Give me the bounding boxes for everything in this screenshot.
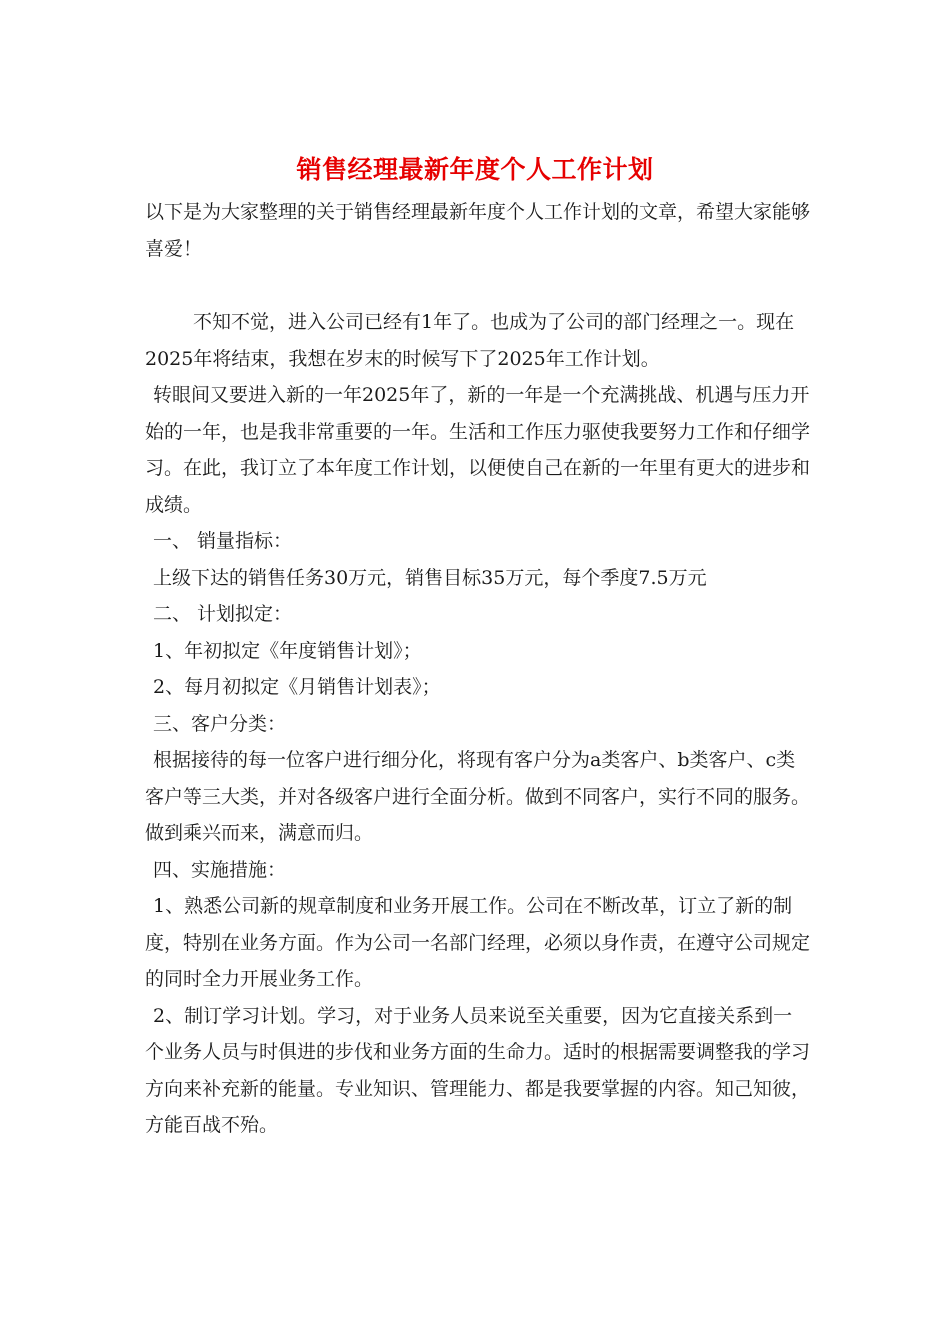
- paragraph-2: 转眼间又要进入新的一年2025年了，新的一年是一个充满挑战、机遇与压力开始的一年，也是我非常重要的一年。生活和工作压力驱使我要努力工作和仔细学习。在此，我订立了本年度工作计划，以便使自己在新的一年里有更大的进步和成绩。: [145, 384, 811, 516]
- section-3-text: 根据接待的每一位客户进行细分化，将现有客户分为a类客户、b类客户、c类客户等三大类，并对各级客户进行全面分析。做到不同客户，实行不同的服务。做到乘兴而来，满意而归。: [145, 749, 811, 844]
- section-2-item-1: 1、年初拟定《年度销售计划》；: [153, 639, 422, 662]
- document-title: 销售经理最新年度个人工作计划: [296, 155, 654, 184]
- section-heading-1: 一、 销量指标：: [153, 530, 293, 552]
- paragraph-1: 不知不觉，进入公司已经有1年了。也成为了公司的部门经理之一。现在2025年将结束，我想在岁末的时候写下了2025年工作计划。: [145, 311, 795, 370]
- section-4-item-2: 2、制订学习计划。学习，对于业务人员来说至关重要，因为它直接关系到一个业务人员与时俱进的步伐和业务方面的生命力。适时的根据需要调整我的学习方向来补充新的能量。专业知识、管理能力、都是我要掌握的内容。知己知彼，方能百战不殆。: [145, 1004, 811, 1136]
- section-1-text: 上级下达的销售任务30万元，销售目标35万元，每个季度7.5万元: [153, 566, 707, 589]
- section-heading-2: 二、 计划拟定：: [153, 603, 293, 625]
- intro-paragraph: 以下是为大家整理的关于销售经理最新年度个人工作计划的文章，希望大家能够喜爱！: [145, 201, 811, 260]
- section-4-item-1: 1、熟悉公司新的规章制度和业务开展工作。公司在不断改革，订立了新的制度，特别在业务方面。作为公司一名部门经理，必须以身作责，在遵守公司规定的同时全力开展业务工作。: [145, 895, 811, 990]
- paragraph-gap: [145, 267, 810, 304]
- document-body: [145, 194, 810, 1144]
- section-2-item-2: 2、每月初拟定《月销售计划表》；: [153, 676, 441, 698]
- section-heading-3: 三、客户分类：: [153, 712, 287, 735]
- section-heading-4: 四、实施措施：: [153, 858, 287, 881]
